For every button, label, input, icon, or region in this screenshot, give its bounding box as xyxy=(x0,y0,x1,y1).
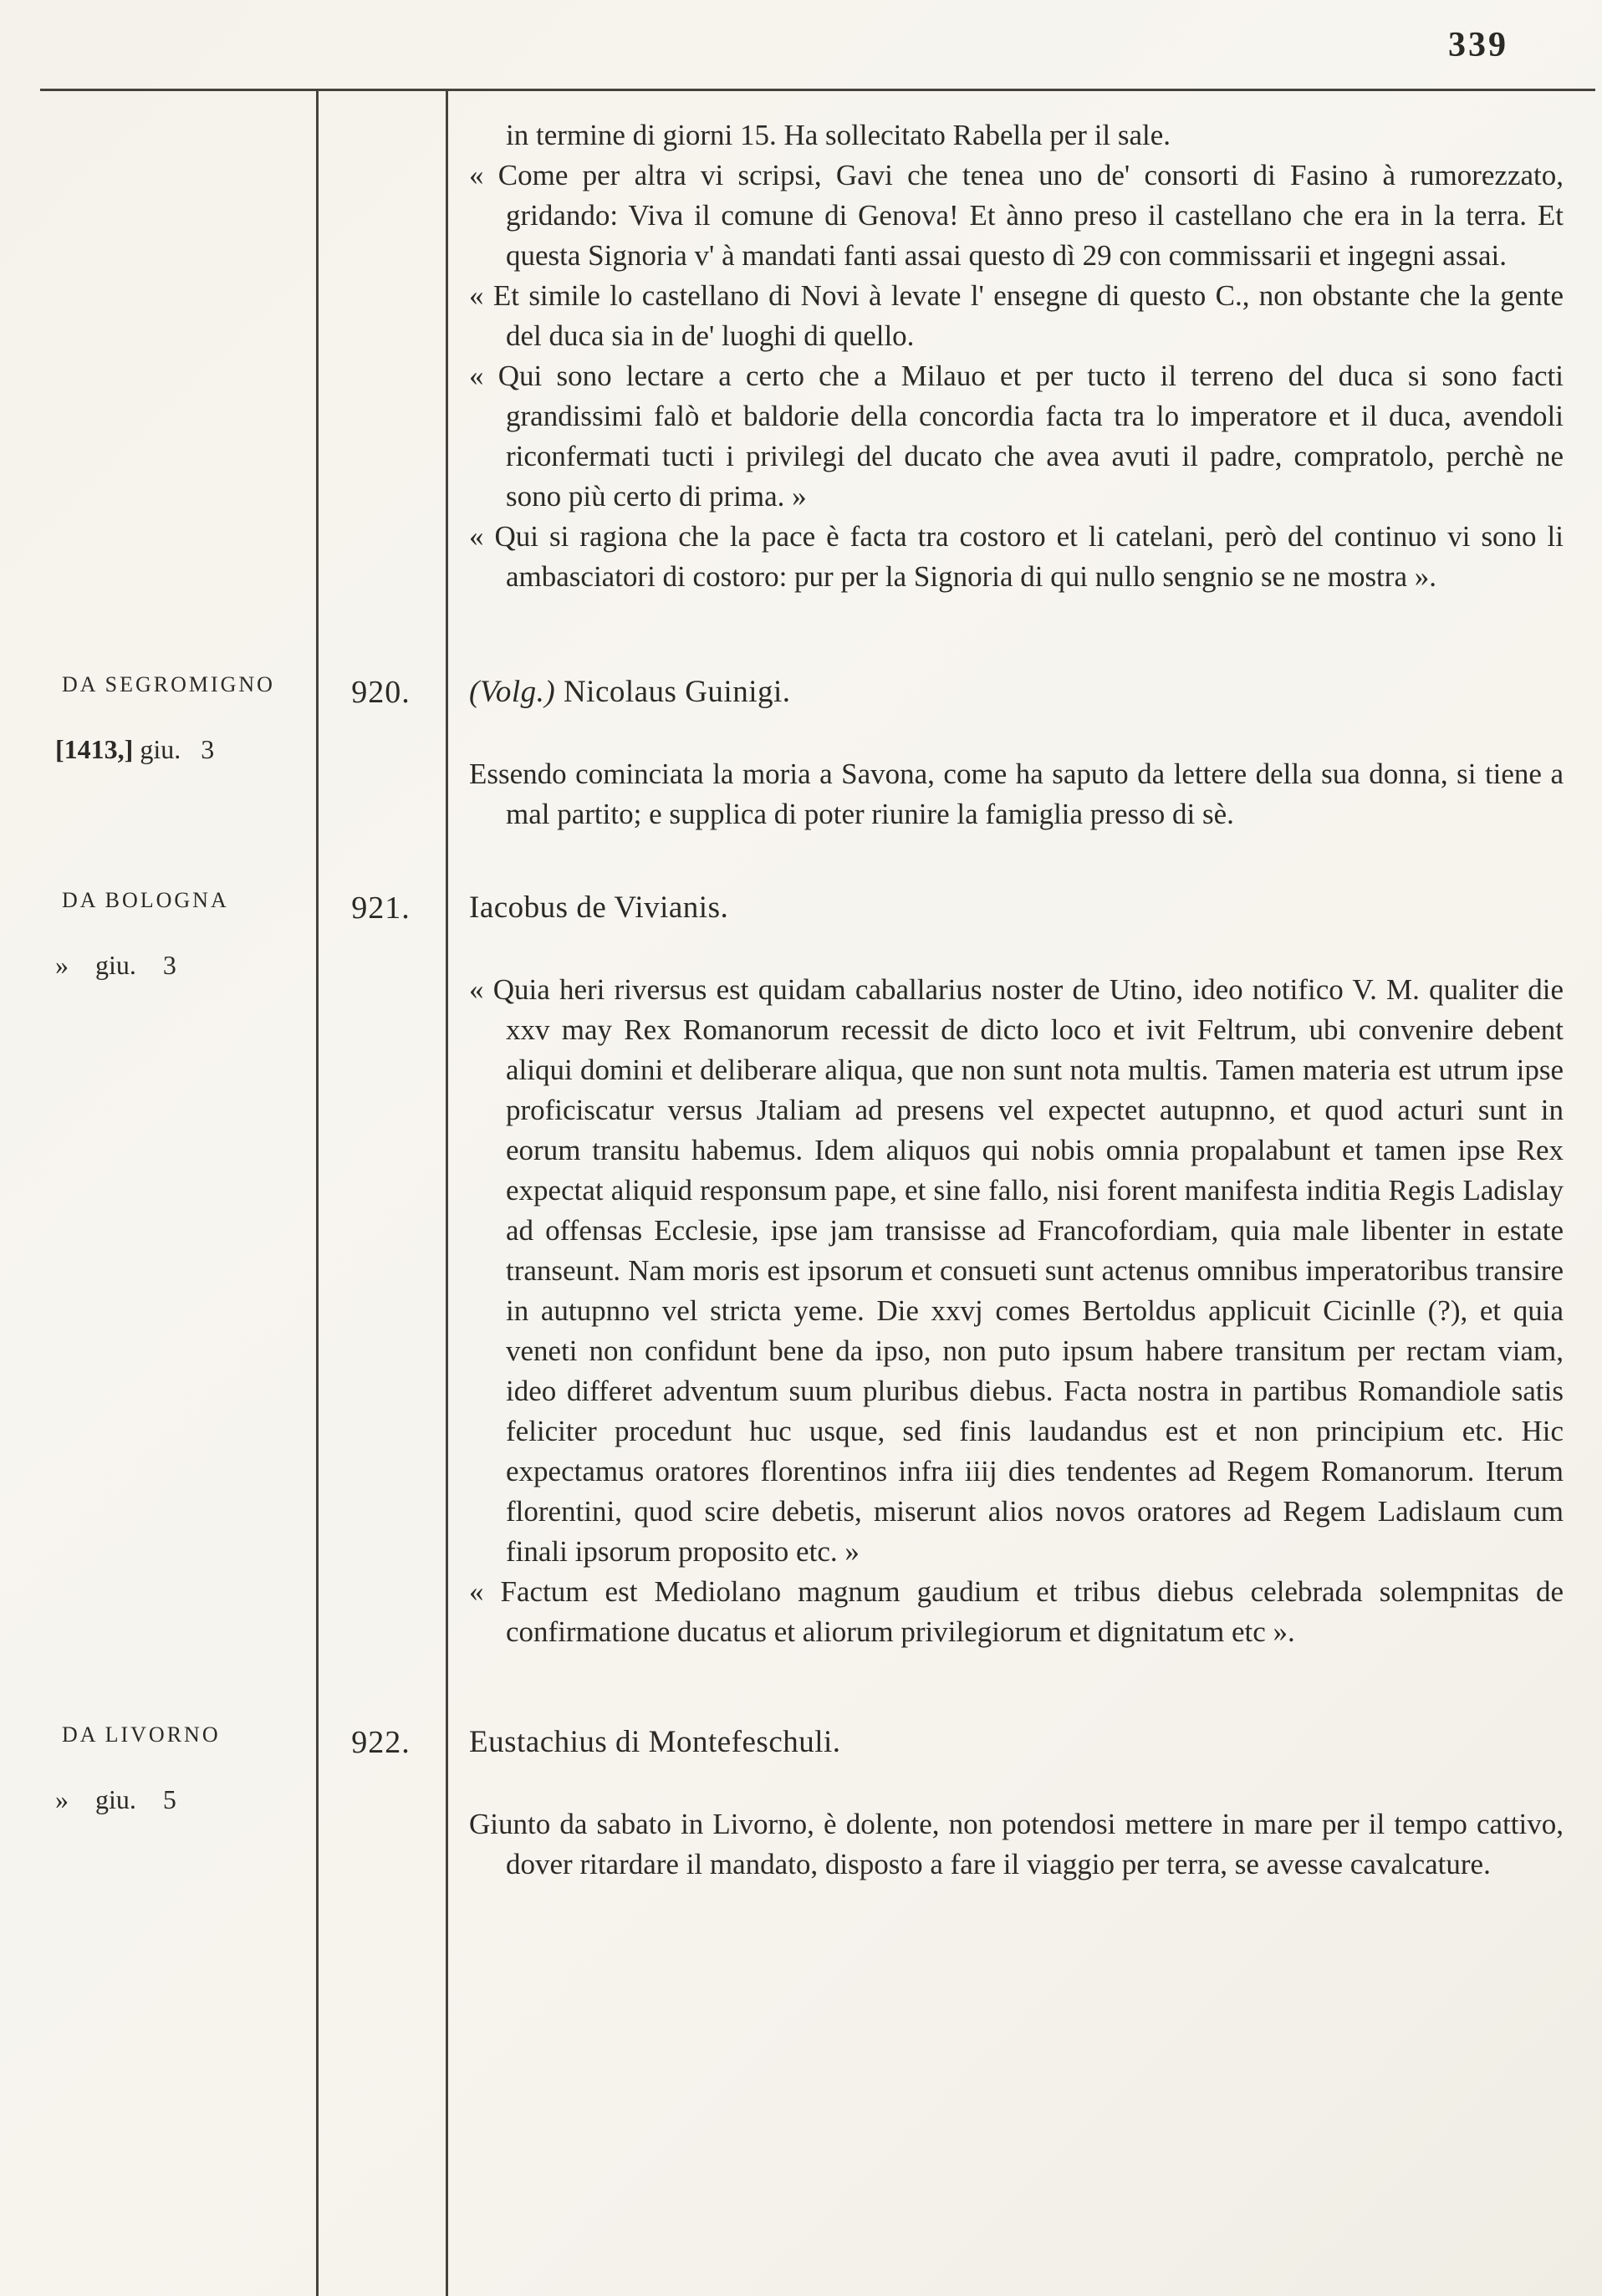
quote-paragraph: « Qui sono lectare a certo che a Milauo et per tucto il terreno del duca si sono facti grandissimi falò et baldorie della concordia facta tra lo imperatore et il duca, avendoli riconfermati tucti i privilegi del ducato che avea avuti il padre, compratolo, perchè ne sono più certo di prima. » xyxy=(469,360,1564,513)
entry-text xyxy=(446,1722,1602,1885)
entry-number-cell xyxy=(316,1722,446,1885)
entry-margin xyxy=(0,1722,316,1885)
place-label: DA LIVORNO xyxy=(62,1722,221,1747)
entry-heading xyxy=(469,1722,1564,1763)
margin-column-empty xyxy=(0,115,316,597)
entry-heading xyxy=(469,888,1564,928)
entry-number: 920. xyxy=(351,675,411,710)
date-label xyxy=(55,1784,309,1815)
quote-paragraph: « Factum est Mediolano magnum gaudium et tribus diebus celebrada solempnitas de confirmatione ducatus et aliorum privilegiorum et dignitatum etc ». xyxy=(469,1575,1564,1648)
continuation-block xyxy=(0,115,1602,597)
entry-heading-name: Nicolaus Guinigi. xyxy=(555,675,791,709)
date-ditto: » xyxy=(55,950,69,980)
entry-heading-name: Iacobus de Vivianis. xyxy=(469,890,729,925)
quote-paragraph: « Et simile lo castellano di Novi à levate l' ensegne di questo C., non obstante che la gente del duca sia in de' luoghi di quello. xyxy=(469,279,1564,352)
entry-heading-name: Eustachius di Montefeschuli. xyxy=(469,1725,841,1759)
entry-number: 922. xyxy=(351,1725,411,1760)
entry-margin xyxy=(0,888,316,1652)
quote-paragraph: « Qui si ragiona che la pace è facta tra costoro et li catelani, però del continuo vi sono li ambasciatori di costoro: pur per la Signoria di qui nullo sengnio se ne mostra ». xyxy=(469,520,1564,593)
table-top-rule xyxy=(40,89,1595,91)
paragraph: in termine di giorni 15. Ha sollecitato Rabella per il sale. xyxy=(506,119,1171,151)
volgare-marker: (Volg.) xyxy=(469,675,556,709)
paragraph: Essendo cominciata la moria a Savona, come ha saputo da lettere della sua donna, si tiene a mal partito; e supplica di poter riunire la famiglia presso di sè. xyxy=(469,758,1564,830)
quote-paragraph: « Quia heri riversus est quidam caballarius noster de Utino, ideo notifico V. M. qualiter die xxv may Rex Romanorum recessit de dicto loco et ivit Feltrum, ubi convenire debent aliqui domini et deliberare aliqua, que non sunt nota multis. Tamen materia est utrum ipse proficiscatur versus Jtaliam ad presens vel expectet autupnno, et quod acturi sunt in eorum transitu habemus. Idem aliquos qui nobis omnia propalabunt et tamen ipse Rex expectat aliquid responsum pape, et sine fallo, nisi forent manifesta inditia Regis Ladislay ad offensas Ecclesie, ipse jam transisse ad Francofordiam, quia male libenter in estate transeunt. Nam moris est ipsorum et consueti sunt actenus omnibus imperatoribus transire in autupnno vel stricta yeme. Die xxvj comes Bertoldus applicuit Cicinlle (?), et quia veneti non confidunt bene da ipso, non puto ipsum habere transitum per rectam viam, ideo differet adventum suum pluribus diebus. Facta nostra in partibus Romandiole satis feliciter procedunt huc usque, sed finis laudandus est et non principium etc. Hic expectamus oratores florentinos infra iiij dies tendentes ad Regem Romanorum. Iterum florentini, quod scire debetis, miserunt alios novos oratores ad Regem Ladislaum cum finali ipsorum proposito etc. » xyxy=(469,973,1564,1568)
date-label xyxy=(55,734,309,765)
date-label xyxy=(55,950,309,981)
place-label: DA SEGROMIGNO xyxy=(62,672,275,696)
date-rest: giu. 3 xyxy=(133,734,215,764)
date-rest: giu. 3 xyxy=(69,950,176,980)
date-ditto: » xyxy=(55,1784,69,1814)
entry-text xyxy=(446,888,1602,1652)
page-number: 339 xyxy=(1448,26,1508,64)
paragraph: Giunto da sabato in Livorno, è dolente, non potendosi mettere in mare per il tempo cattivo, dover ritardare il mandato, disposto a fare il viaggio per terra, se avesse cavalcature. xyxy=(469,1808,1564,1880)
entry-922 xyxy=(0,1722,1602,1885)
place-label: DA BOLOGNA xyxy=(62,888,229,912)
entry-margin xyxy=(0,672,316,834)
continuation-text xyxy=(446,115,1602,597)
entry-920 xyxy=(0,672,1602,834)
entry-921 xyxy=(0,888,1602,1652)
entry-number-cell xyxy=(316,672,446,834)
date-year: [1413,] xyxy=(55,734,134,764)
entry-heading xyxy=(469,672,1564,712)
entry-text xyxy=(446,672,1602,834)
number-column-empty xyxy=(316,115,446,597)
entry-number: 921. xyxy=(351,890,411,926)
date-rest: giu. 5 xyxy=(69,1784,176,1814)
entry-number-cell xyxy=(316,888,446,1652)
quote-paragraph: « Come per altra vi scripsi, Gavi che tenea uno de' consorti di Fasino à rumorezzato, gridando: Viva il comune di Genova! Et ànno preso il castellano che era in la terra. Et questa Signoria v' à mandati fanti assai questo dì 29 con commissarii et ingegni assai. xyxy=(469,159,1564,272)
page-content xyxy=(0,115,1602,1885)
